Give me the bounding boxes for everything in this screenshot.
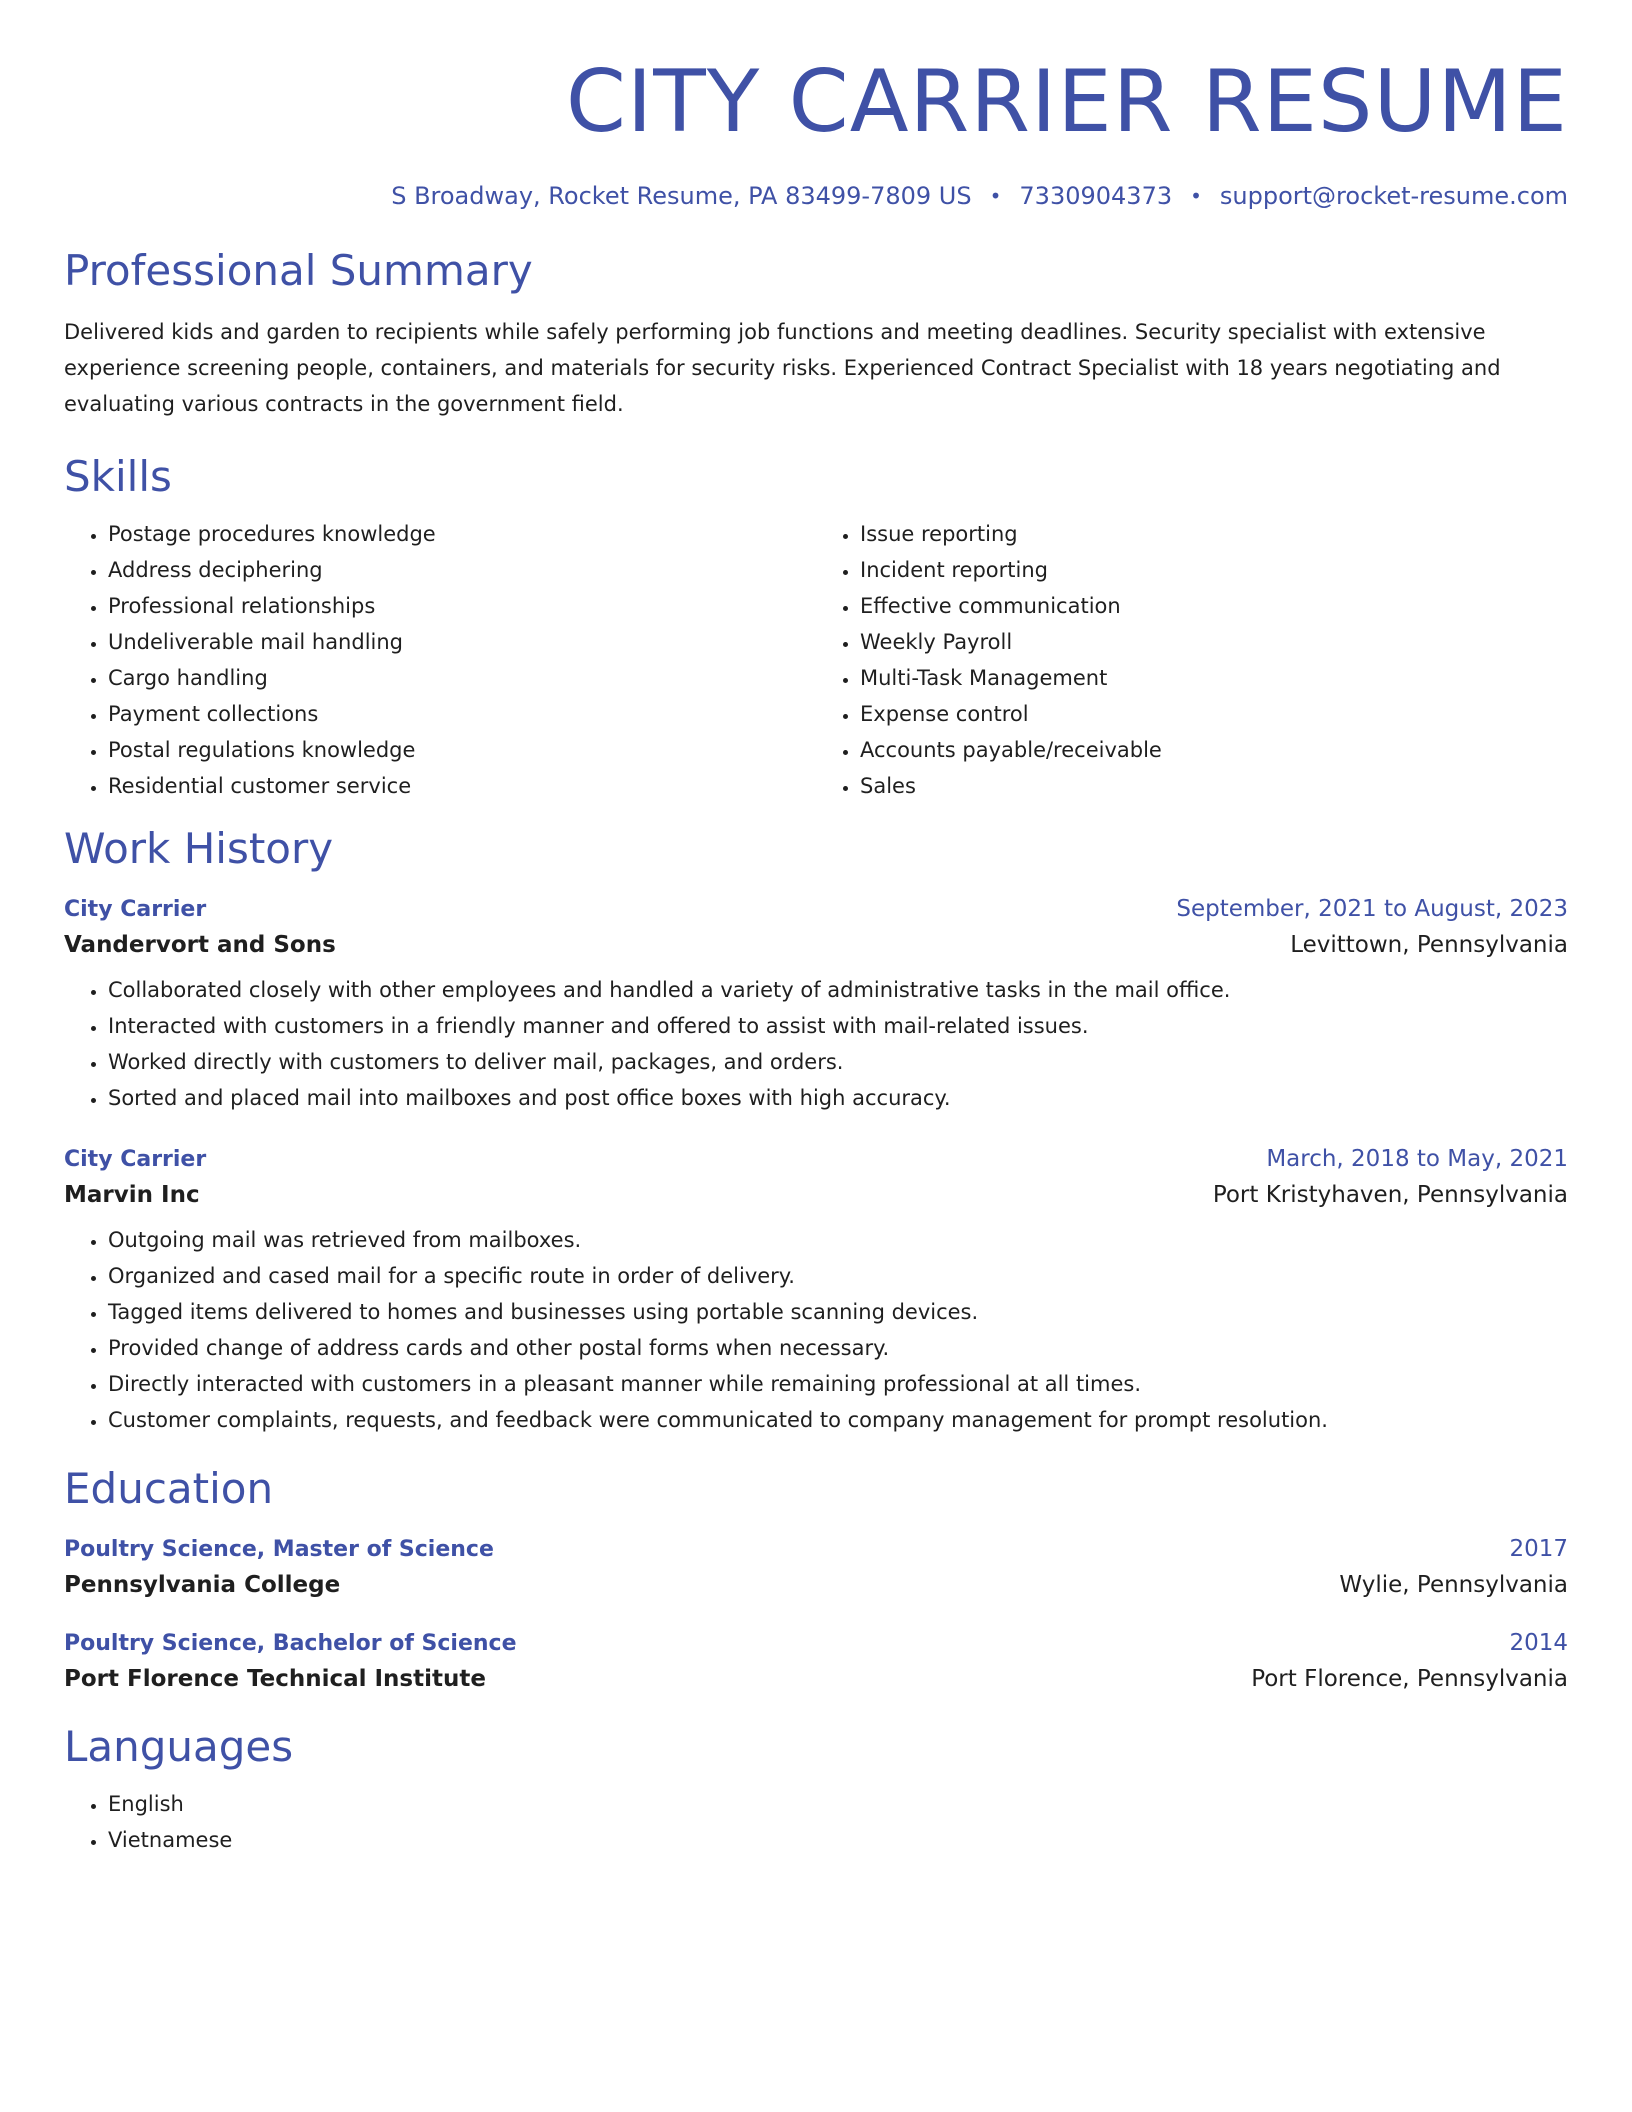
education-degree-row <box>64 1630 1568 1656</box>
education-entry <box>64 1536 1568 1598</box>
job-dates: September, 2021 to August, 2023 <box>1176 896 1568 922</box>
skill-item: • Incident reporting <box>860 552 1568 588</box>
skill-item: • Cargo handling <box>108 660 816 696</box>
job-bullet: • Interacted with customers in a friendly manner and offered to assist with mail-related issues. <box>108 1008 1568 1044</box>
education-school: Port Florence Technical Institute <box>64 1666 486 1692</box>
summary-text: Delivered kids and garden to recipients while safely performing job functions and meeting deadlines. Security specialist with extensive experience screening people, containers, and materials for security risks. Experienced Contract Specialist with 18 years negotiating and evaluating various contracts in the government field. <box>64 320 1501 416</box>
skill-item: • Payment collections <box>108 696 816 732</box>
languages-list <box>64 1786 1568 1858</box>
work-history-section <box>64 824 1568 1438</box>
language-item: • English <box>108 1786 1568 1822</box>
job-employer: Marvin Inc <box>64 1182 200 1208</box>
language-item: • Vietnamese <box>108 1822 1568 1858</box>
contact-separator: • <box>989 184 1002 208</box>
languages-heading: Languages <box>64 1722 294 1771</box>
job-title: City Carrier <box>64 1147 207 1172</box>
skill-item: • Multi-Task Management <box>860 660 1568 696</box>
job-employer: Vandervort and Sons <box>64 932 336 958</box>
skill-item: • Issue reporting <box>860 516 1568 552</box>
education-degree-row <box>64 1536 1568 1562</box>
education-degree: Poultry Science, Master of Science <box>64 1537 494 1562</box>
job-bullets <box>64 972 1568 1116</box>
education-section <box>64 1464 1568 1692</box>
contact-line <box>64 182 1568 210</box>
job-entry <box>64 1146 1568 1438</box>
skill-item: • Expense control <box>860 696 1568 732</box>
job-bullet: • Provided change of address cards and other postal forms when necessary. <box>108 1330 1568 1366</box>
job-bullet: • Outgoing mail was retrieved from mailboxes. <box>108 1222 1568 1258</box>
education-heading: Education <box>64 1464 274 1513</box>
job-bullet: • Organized and cased mail for a specific route in order of delivery. <box>108 1258 1568 1294</box>
skill-item: • Sales <box>860 768 1568 804</box>
skills-columns <box>64 516 1568 804</box>
education-year: 2014 <box>1509 1630 1568 1656</box>
skill-item: • Residential customer service <box>108 768 816 804</box>
job-location: Port Kristyhaven, Pennsylvania <box>1212 1182 1568 1208</box>
job-bullet: • Collaborated closely with other employees and handled a variety of administrative tasks in the mail office. <box>108 972 1568 1008</box>
summary-section <box>64 246 1568 422</box>
job-bullets <box>64 1222 1568 1438</box>
education-degree: Poultry Science, Bachelor of Science <box>64 1631 517 1656</box>
job-bullet: • Worked directly with customers to deliver mail, packages, and orders. <box>108 1044 1568 1080</box>
summary-heading: Professional Summary <box>64 246 533 295</box>
job-entry <box>64 896 1568 1116</box>
skill-item: • Professional relationships <box>108 588 816 624</box>
resume-title: CITY CARRIER RESUME <box>565 52 1568 152</box>
skill-item: • Postage procedures knowledge <box>108 516 816 552</box>
job-header-row <box>64 1146 1568 1172</box>
skill-item: • Accounts payable/receivable <box>860 732 1568 768</box>
education-school-row <box>64 1572 1568 1598</box>
skill-item: • Effective communication <box>860 588 1568 624</box>
job-bullet: • Customer complaints, requests, and feedback were communicated to company management for prompt resolution. <box>108 1402 1568 1438</box>
skill-item: • Undeliverable mail handling <box>108 624 816 660</box>
job-dates: March, 2018 to May, 2021 <box>1266 1146 1568 1172</box>
skills-list-right <box>816 516 1568 804</box>
contact-email[interactable]: support@rocket-resume.com <box>1219 182 1568 210</box>
job-location: Levittown, Pennsylvania <box>1290 932 1568 958</box>
resume-header <box>64 54 1568 210</box>
job-bullet: • Directly interacted with customers in a pleasant manner while remaining professional at all times. <box>108 1366 1568 1402</box>
skills-section <box>64 452 1568 804</box>
skills-list-left <box>64 516 816 804</box>
job-header-row <box>64 896 1568 922</box>
work-history-heading: Work History <box>64 824 334 873</box>
skill-item: • Weekly Payroll <box>860 624 1568 660</box>
contact-separator: • <box>1190 184 1202 208</box>
education-entry <box>64 1630 1568 1692</box>
job-employer-row <box>64 932 1568 958</box>
education-location: Wylie, Pennsylvania <box>1339 1572 1568 1598</box>
contact-address: S Broadway, Rocket Resume, PA 83499-7809 US <box>391 182 972 210</box>
skills-heading: Skills <box>64 452 172 501</box>
languages-section <box>64 1722 1568 1858</box>
education-school: Pennsylvania College <box>64 1572 341 1598</box>
education-location: Port Florence, Pennsylvania <box>1251 1666 1568 1692</box>
job-employer-row <box>64 1182 1568 1208</box>
contact-phone[interactable]: 7330904373 <box>1019 182 1173 210</box>
job-title: City Carrier <box>64 897 207 922</box>
job-bullet: • Sorted and placed mail into mailboxes and post office boxes with high accuracy. <box>108 1080 1568 1116</box>
skill-item: • Postal regulations knowledge <box>108 732 816 768</box>
education-year: 2017 <box>1509 1536 1568 1562</box>
job-bullet: • Tagged items delivered to homes and businesses using portable scanning devices. <box>108 1294 1568 1330</box>
education-school-row <box>64 1666 1568 1692</box>
skill-item: • Address deciphering <box>108 552 816 588</box>
